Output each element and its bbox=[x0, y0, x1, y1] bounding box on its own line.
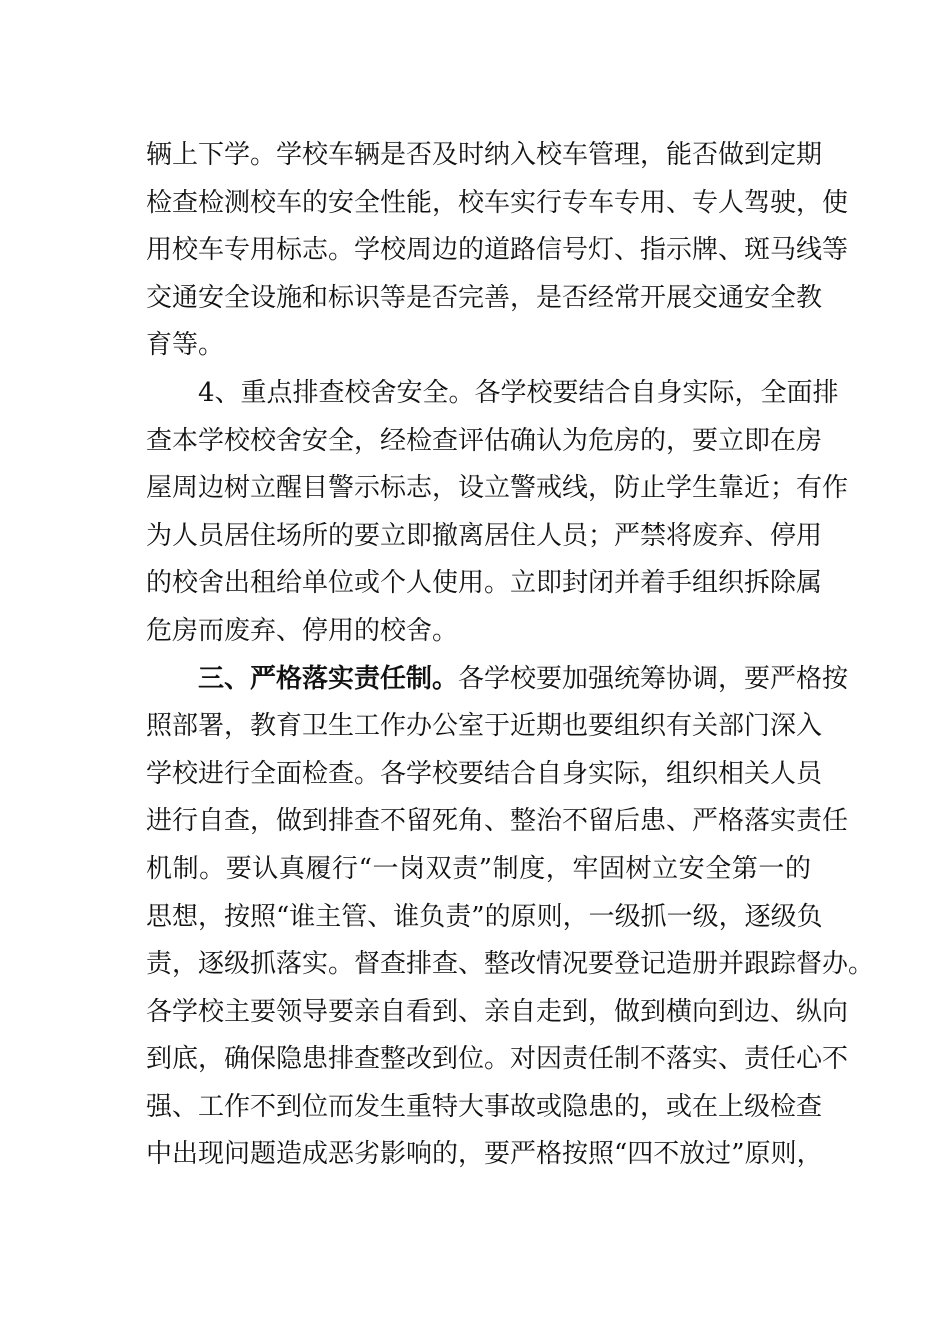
text-line: 进行自查，做到排查不留死角、整治不留后患、严格落实责任 bbox=[146, 806, 849, 837]
document-body bbox=[146, 132, 875, 1179]
text-line: 的校舍出租给单位或个人使用。立即封闭并着手组织拆除属 bbox=[146, 568, 823, 599]
text-line: 检查检测校车的安全性能，校车实行专车专用、专人驾驶，使 bbox=[146, 187, 849, 218]
text-line: 学校进行全面检查。各学校要结合自身实际，组织相关人员 bbox=[146, 758, 823, 789]
text-line: 育等。 bbox=[146, 330, 225, 361]
text-line: 各学校主要领导要亲自看到、亲自走到，做到横向到边、纵向 bbox=[146, 996, 849, 1027]
text-line: 到底，确保隐患排查整改到位。对因责任制不落实、责任心不 bbox=[146, 1044, 849, 1075]
text-line: 机制。要认真履行“一岗双责”制度，牢固树立安全第一的 bbox=[146, 853, 811, 884]
text-line: 交通安全设施和标识等是否完善，是否经常开展交通安全教 bbox=[146, 282, 823, 313]
paragraph-traffic-safety bbox=[146, 132, 849, 370]
text-line: 为人员居住场所的要立即撤离居住人员；严禁将废弃、停用 bbox=[146, 520, 823, 551]
text-line: 照部署，教育卫生工作办公室于近期也要组织有关部门深入 bbox=[146, 711, 823, 742]
text-line: 责，逐级抓落实。督查排查、整改情况要登记造册并跟踪督办。 bbox=[146, 949, 875, 980]
text-line bbox=[146, 656, 849, 704]
text-line: 屋周边树立醒目警示标志，设立警戒线，防止学生靠近；有作 bbox=[146, 473, 849, 504]
text-line: 危房而废弃、停用的校舍。 bbox=[146, 615, 459, 646]
text-line: 辆上下学。学校车辆是否及时纳入校车管理，能否做到定期 bbox=[146, 140, 823, 170]
text-line: 强、工作不到位而发生重特大事故或隐患的，或在上级检查 bbox=[146, 1091, 823, 1122]
text-line: 4、重点排查校舍安全。各学校要结合自身实际，全面排 bbox=[198, 377, 839, 408]
text-line: 查本学校校舍安全，经检查评估确认为危房的，要立即在房 bbox=[146, 425, 823, 456]
text-line: 中出现问题造成恶劣影响的，要严格按照“四不放过”原则， bbox=[146, 1139, 823, 1170]
text-line-rest: 各学校要加强统筹协调，要严格按 bbox=[458, 663, 849, 694]
text-line: 思想，按照“谁主管、谁负责”的原则，一级抓一级，逐级负 bbox=[146, 901, 823, 932]
paragraph-school-building-safety bbox=[146, 370, 849, 656]
paragraph-responsibility-system bbox=[146, 656, 875, 1180]
section-heading: 三、严格落实责任制。 bbox=[198, 663, 459, 694]
text-line: 用校车专用标志。学校周边的道路信号灯、指示牌、斑马线等 bbox=[146, 235, 849, 266]
